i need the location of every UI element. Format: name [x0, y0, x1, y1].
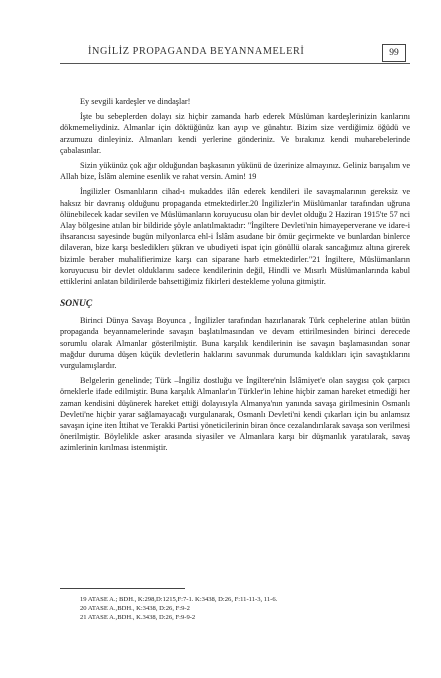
header-rule: [60, 63, 410, 64]
body-text: [60, 96, 410, 458]
footnote: 19 ATASE A.; BDH., K:298,D:1215,F:7-1. K:3438, D:26, F:11-11-3, 11-6.: [80, 596, 278, 603]
paragraph: İşte bu sebeplerden dolayı siz hiçbir zamanda harb ederek Müslüman kardeşlerinizin kanlarını dökmemeliydiniz. Almanlar için döktüğünüz kan ayıp ve günahtır. Bizim size verdiğimiz öğüdü ve arzumuzu dinleyiniz. Almanları kendi yerlerine gönderiniz. Ve bırakınız kendi muharebelerinde çabalasınlar.: [60, 112, 410, 155]
paragraph: İngilizler Osmanlıların cihad-ı mukaddes ilân ederek kendileri ile savaşmalarının gereksiz ve haksız bir davranış olduğunu propaganda etmektedirler.20 İngilizler'in Müslümanlar tarafından uğruna ölünebilecek kadar seviIen ve Müslümanların koruyucusu olan bir devlet olduğu 2 Haziran 1915'te 57 nci Alay bölgesine atılan bir bildiride şöyle anlatılmaktadır: "İngiltere Devleti'nin himayeperverane ve idare-i ihsarancısı sayesinde bugün milyonlarca ehl-i İslâm asudane bir ömür geçirmekte ve bunlardan binlerce dilaveran, bize karşı beslediklerı şükran ve ubudiyeti ispat için gönüllü olarak sancağımız altına girerek bizimle beraber muhalifierimize karşı can siparane harb etmektedirler."21 İngiltere, Müslümanların koruyucusu bir devlet olduklarını sadece kendilerinin değil, Hindli ve Mısırlı Müslümanlarında kabul ettiklerini anlatan bildirilerde bahsettiğimiz fikirleri destekleme yoluna gitmiştir.: [60, 187, 410, 287]
paragraph: Birinci Dünya Savaşı Boyunca , İngilizler tarafından hazırlanarak Türk cephelerine atılan bütün propaganda beyannamelerinde savaşın başlatılmasından ve devam ettirilmesinden birinci derecede sorumlu olarak Almanlar gösterilmiştir. Buna karşılık kendilerinin ise savaşın başlamasından sonar mağdur duruma düşen küçük devletlerin haklarını savunmak durumunda kaldıkları için savaştıklarını vurgulamışlardır.: [60, 316, 410, 371]
paragraph: Belgelerin genelinde; Türk –İngiliz dostluğu ve İngiltere'nin İslâmiyet'e olan saygısı çok çarpıcı örneklerle ifade edilmiştir. Buna karşılık Almanlar'ın Türkler'in lehine hiçbir zaman hareket etmediği her zaman kendisini düşünerek hareket ettiği dolayısıyla Almanya'nın yanında savaşa girilmesinin Osmanlı Devleti'ne hiçbir yarar sağlamayacağı vurgulanarak, Osmanlı Devleti'ni kendi çıkarları için bu anlamsız savaşın içine iten İttihat ve Terakki Partisi yöneticilerinin biran önce cezalandırılarak savaşa son verilmesi önerilmiştir. Böylelikle asker arasında siyasiler ve Almanlara karşı bir düşmanlık yaratılarak, savaş azimlerinin kırılması istenmiştir.: [60, 376, 411, 453]
footnote: 21 ATASE A.,BDH., K.3438, D:26, F:9-9-2: [80, 614, 196, 621]
footnotes: [60, 588, 410, 622]
footnote: 20 ATASE A.,BDH., K:3438, D:26, F:9-2: [80, 605, 190, 612]
paragraph: Sizin yükünüz çok ağır olduğundan başkasının yükünü de üzerinize almayınız. Geliniz barışalım ve Allah bize, İslâm alemine esenlik ve rahat versin. Amin! 19: [60, 161, 410, 182]
paragraph: Ey sevgili kardeşler ve dindaşlar!: [80, 97, 191, 106]
page-number: 99: [382, 44, 406, 62]
running-title: İNGİLİZ PROPAGANDA BEYANNAMELERİ: [88, 46, 305, 57]
footnote-rule: [60, 588, 185, 589]
section-heading: SONUÇ: [60, 299, 93, 310]
page-header: [60, 44, 410, 64]
